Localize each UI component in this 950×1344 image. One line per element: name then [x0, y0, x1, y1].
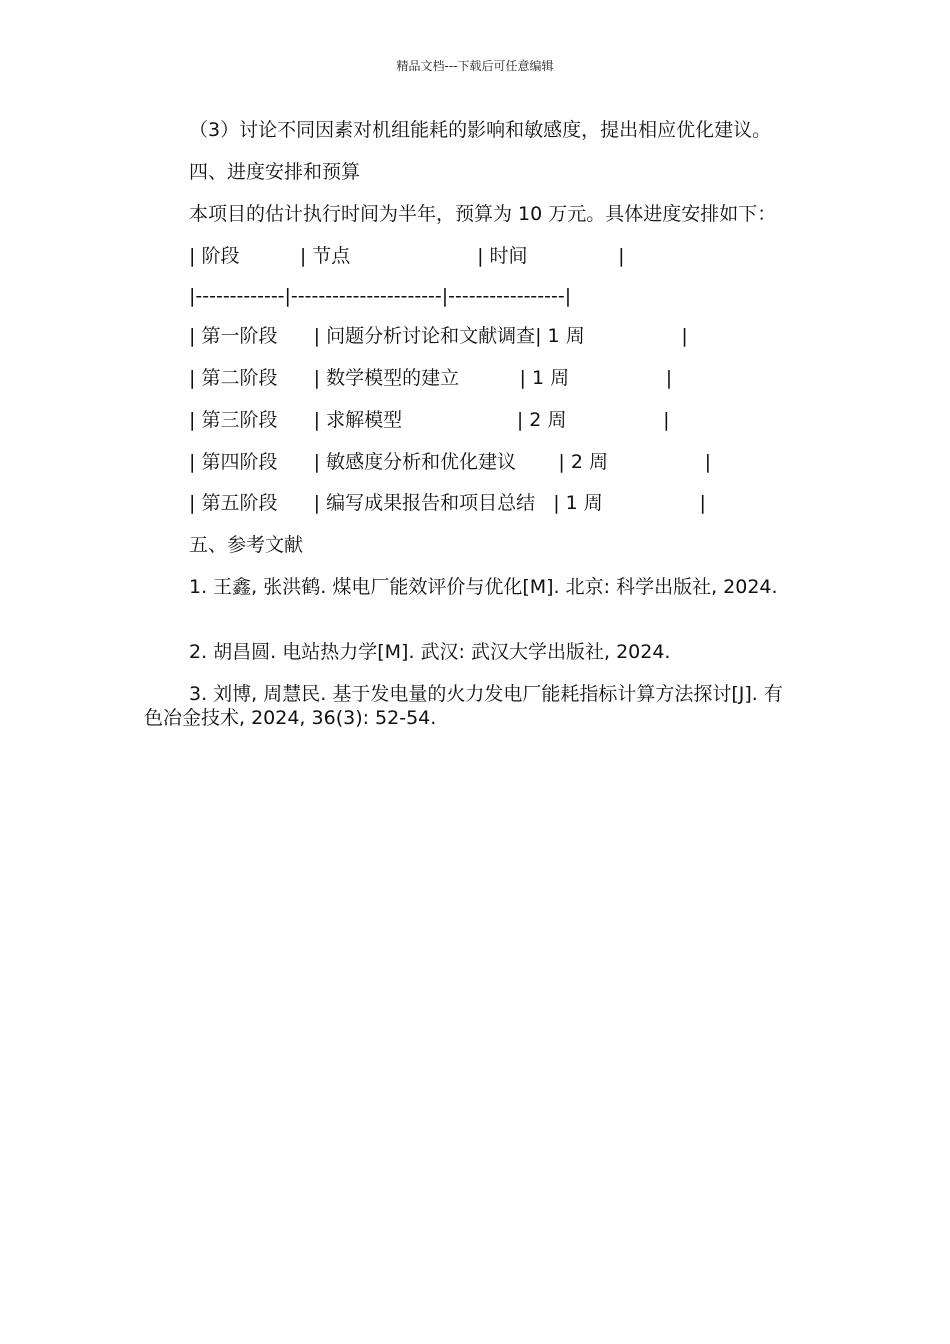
table-row: | 第三阶段 | 求解模型 | 2 周 |	[189, 409, 670, 431]
table-separator-row: |-------------|----------------------|-----------------|	[189, 285, 572, 307]
table-header-row: | 阶段 | 节点 | 时间 |	[189, 245, 625, 267]
page-header: 精品文档---下载后可任意编辑	[396, 59, 554, 73]
objective-item-3: （3）讨论不同因素对机组能耗的影响和敏感度，提出相应优化建议。	[189, 119, 772, 141]
table-row: | 第二阶段 | 数学模型的建立 | 1 周 |	[189, 367, 673, 389]
reference-item: 1. 王鑫, 张洪鹤. 煤电厂能效评价与优化[M]. 北京: 科学出版社, 2024.	[189, 576, 778, 598]
section-heading-schedule: 四、进度安排和预算	[189, 161, 361, 183]
section-heading-references: 五、参考文献	[189, 534, 304, 556]
table-row: | 第四阶段 | 敏感度分析和优化建议 | 2 周 |	[189, 451, 711, 473]
reference-item: 3. 刘博, 周慧民. 基于发电量的火力发电厂能耗指标计算方法探讨[J]. 有色冶金技术, 2024, 36(3): 52-54.	[144, 683, 783, 729]
table-row: | 第一阶段 | 问题分析讨论和文献调查| 1 周 |	[189, 325, 688, 347]
table-row: | 第五阶段 | 编写成果报告和项目总结 | 1 周 |	[189, 492, 706, 514]
schedule-intro: 本项目的估计执行时间为半年，预算为 10 万元。具体进度安排如下：	[189, 203, 777, 225]
reference-item: 2. 胡昌圆. 电站热力学[M]. 武汉: 武汉大学出版社, 2024.	[189, 641, 671, 663]
